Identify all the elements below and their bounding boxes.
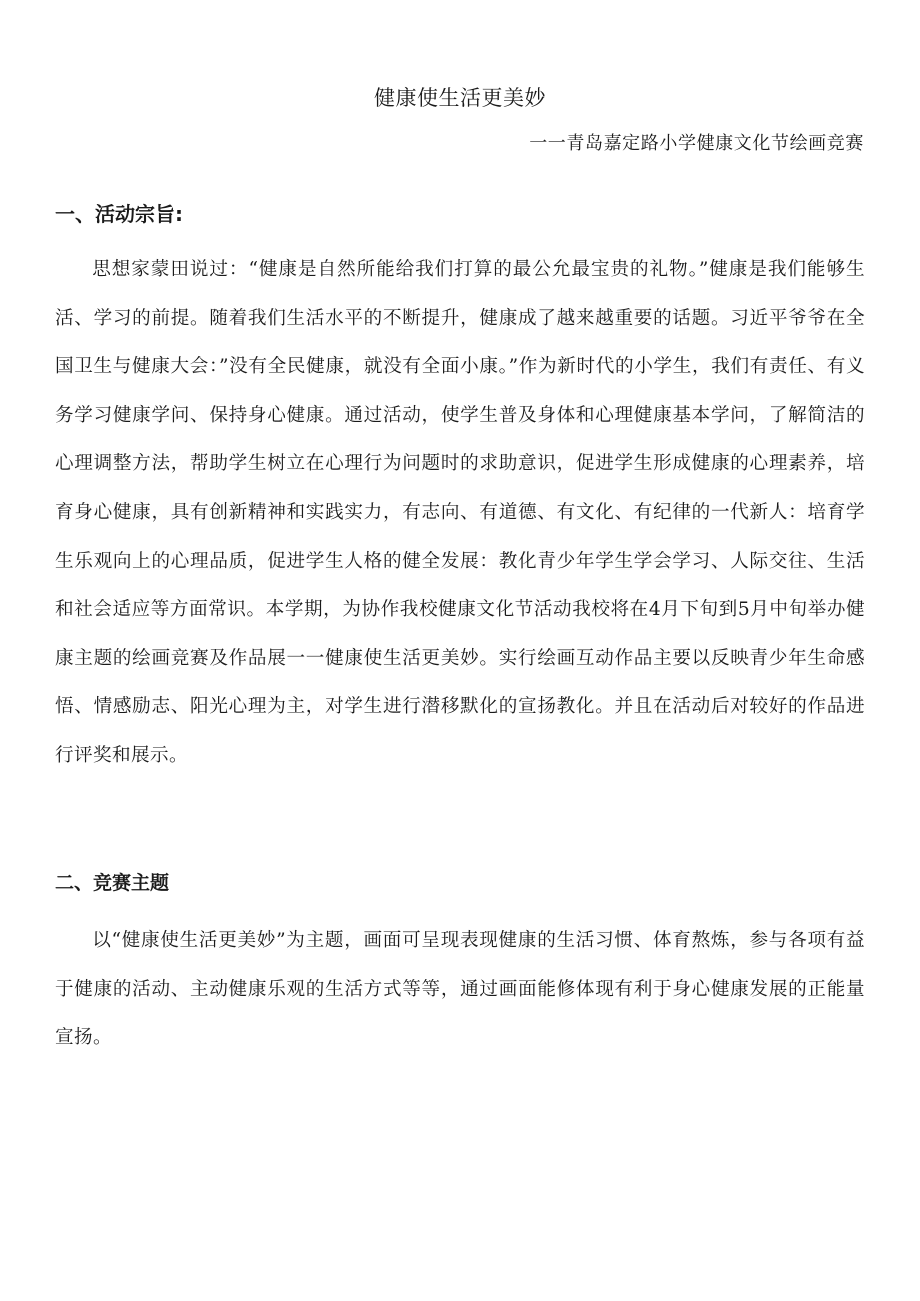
section-paragraph-purpose: 思想家蒙田说过：“健康是自然所能给我们打算的最公允最宝贵的礼物。”健康是我们能够生活、学习的前提。随着我们生活水平的不断提升，健康成了越来越重要的话题。习近平爷爷在全国卫生与健康大会：”没有全民健康，就没有全面小康。”作为新时代的小学生，我们有责任、有义务学习健康学问、保持身心健康。通过活动，使学生普及身体和心理健康基本学问，了解简洁的心理调整方法，帮助学生树立在心理行为问题时的求助意识，促进学生形成健康的心理素养，培育身心健康，具有创新精神和实践实力，有志向、有道德、有文化、有纪律的一代新人：培育学生乐观向上的心理品质，促进学生人格的健全发展：教化青少年学生学会学习、人际交往、生活和社会适应等方面常识。本学期，为协作我校健康文化节活动我校将在4月下旬到5月中旬举办健康主题的绘画竞赛及作品展一一健康使生活更美妙。实行绘画互动作品主要以反映青少年生命感悟、情感励志、阳光心理为主，对学生进行潜移默化的宣扬教化。并且在活动后对较好的作品进行评奖和展示。	[55, 259, 865, 766]
section-paragraph-theme: 以“健康使生活更美妙”为主题，画面可呈现表现健康的生活习惯、体育熬炼，参与各项有益于健康的活动、主动健康乐观的生活方式等等，通过画面能修体现有利于身心健康发展的正能量宣扬。	[55, 930, 865, 1049]
section-heading-theme: 二、竞赛主题	[55, 872, 170, 894]
document-subtitle: 一一青岛嘉定路小学健康文化节绘画竞赛	[529, 133, 864, 154]
document-title: 健康使生活更美妙	[374, 86, 546, 110]
section-heading-purpose: 一、活动宗旨:	[55, 202, 183, 226]
